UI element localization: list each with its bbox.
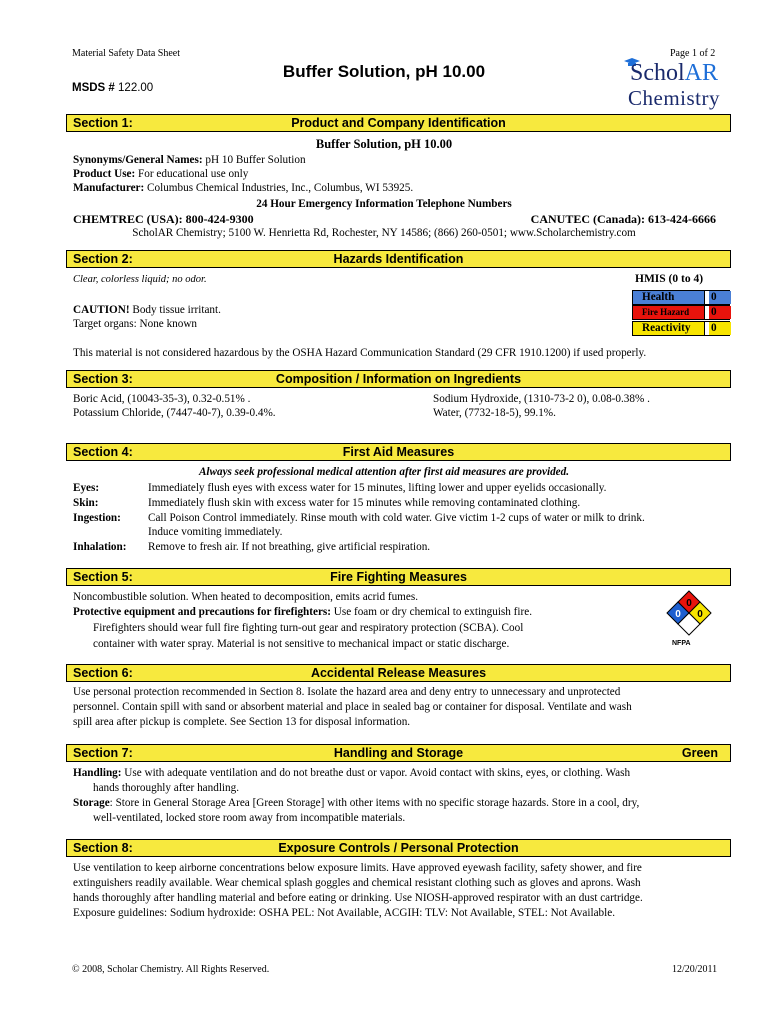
- page-number: Page 1 of 2: [670, 48, 716, 59]
- osha-statement: This material is not considered hazardous by the OSHA Hazard Communication Standard (29 CFR 1910.1200) if used properly.: [73, 347, 647, 359]
- eyes-text: Immediately flush eyes with excess water for 15 minutes, lifting lower and upper eyelids occasionally.: [148, 482, 607, 494]
- section-title: Fire Fighting Measures: [330, 570, 467, 584]
- first-aid-note: Always seek professional medical attention after first aid measures are provided.: [198, 466, 570, 478]
- section-number: Section 1:: [73, 116, 133, 130]
- section-number: Section 7:: [73, 746, 133, 760]
- msds-value: 122.00: [114, 82, 154, 94]
- ingredient-sodium-hydroxide: Sodium Hydroxide, (1310-73-2 0), 0.08-0.38% .: [433, 393, 650, 405]
- section-7-header: [66, 744, 731, 762]
- section-3-header: [66, 370, 731, 388]
- logo-schol: Schol: [630, 60, 685, 86]
- logo-chemistry: Chemistry: [628, 86, 720, 110]
- product-use-line: Product Use: For educational use only: [73, 168, 249, 180]
- section-4-header: [66, 443, 731, 461]
- hmis-value: 0: [709, 322, 731, 335]
- appearance-text: Clear, colorless liquid; no odor.: [73, 274, 207, 285]
- inhalation-label: Inhalation:: [73, 541, 127, 553]
- section-number: Section 8:: [73, 841, 133, 855]
- hmis-value: 0: [709, 291, 731, 304]
- nfpa-health-value: 0: [675, 609, 681, 620]
- exposure-line-1: Use ventilation to keep airborne concentrations below exposure limits. Have approved eyewash facility, safety shower, and fire: [73, 862, 642, 874]
- section-title: Accidental Release Measures: [310, 666, 487, 680]
- section-2-header: [66, 250, 731, 268]
- section-title: Handling and Storage: [333, 746, 464, 760]
- nfpa-diamond-icon: [660, 589, 718, 653]
- skin-text: Immediately flush skin with excess water for 15 minutes while removing contaminated clothing.: [148, 497, 581, 509]
- logo-ar: AR: [684, 60, 719, 86]
- document-title: Buffer Solution, pH 10.00: [282, 62, 486, 81]
- handling-line: Handling: Use with adequate ventilation and do not breathe dust or vapor. Avoid contact with skins, eyes, or clothing. Wash: [73, 767, 631, 779]
- nfpa-fire-value: 0: [686, 598, 692, 609]
- product-name: Buffer Solution, pH 10.00: [315, 137, 453, 151]
- hmis-value: 0: [709, 306, 731, 319]
- hmis-row: [632, 321, 730, 336]
- section-number: Section 6:: [73, 666, 133, 680]
- hmis-row: [632, 290, 730, 305]
- fire-protective-line: Protective equipment and precautions for firefighters: Use foam or dry chemical to extinguish fire.: [73, 606, 533, 618]
- exposure-line-3: hands thoroughly after handling material and before eating or drinking. Use NIOSH-approved respirator with an dust cartridge.: [73, 892, 643, 904]
- manufacturer-line: Manufacturer: Columbus Chemical Industries, Inc., Columbus, WI 53925.: [73, 182, 414, 194]
- caution-line: CAUTION! Body tissue irritant.: [73, 304, 221, 316]
- handling-line-2: hands thoroughly after handling.: [93, 782, 240, 794]
- section-number: Section 2:: [73, 252, 133, 266]
- section-title: Composition / Information on Ingredients: [275, 372, 522, 386]
- emergency-heading: 24 Hour Emergency Information Telephone Numbers: [256, 198, 512, 210]
- doc-type-label: Material Safety Data Sheet: [72, 48, 181, 59]
- release-line-2: personnel. Contain spill with sand or absorbent material and place in sealed bag or container for disposal. Ventilate and wash: [73, 701, 632, 713]
- canutec-number: CANUTEC (Canada): 613-424-6666: [530, 212, 716, 226]
- msds-label: MSDS #: [72, 82, 115, 94]
- section-6-header: [66, 664, 731, 682]
- exposure-line-2: extinguishers readily available. Wear chemical splash goggles and chemical resistant clothing such as gloves and aprons. Wash: [73, 877, 641, 889]
- footer-date: 12/20/2011: [672, 964, 718, 975]
- fire-line-3: Firefighters should wear full fire fighting turn-out gear and respiratory protection (SCBA). Cool: [93, 622, 524, 634]
- ingestion-label: Ingestion:: [73, 512, 121, 524]
- hmis-label: Reactivity: [633, 322, 705, 335]
- target-organs: Target organs: None known: [73, 318, 198, 330]
- hmis-label: Fire Hazard: [633, 306, 705, 319]
- ingestion-text-2: Induce vomiting immediately.: [148, 526, 283, 538]
- synonyms-line: Synonyms/General Names: pH 10 Buffer Solution: [73, 154, 306, 166]
- ingredient-potassium-chloride: Potassium Chloride, (7447-40-7), 0.39-0.4%.: [73, 407, 276, 419]
- section-title: Product and Company Identification: [291, 116, 506, 130]
- hmis-row: [632, 305, 730, 320]
- footer-copyright: © 2008, Scholar Chemistry. All Rights Reserved.: [72, 964, 270, 975]
- eyes-label: Eyes:: [73, 482, 100, 494]
- storage-line: Storage: Store in General Storage Area [Green Storage] with other items with no specific storage hazards. Store in a cool, dry,: [73, 797, 640, 809]
- nfpa-label: NFPA: [672, 640, 691, 647]
- section-8-header: [66, 839, 731, 857]
- msds-number: [72, 82, 153, 94]
- hmis-title: HMIS (0 to 4): [635, 273, 704, 285]
- section-number: Section 4:: [73, 445, 133, 459]
- section-5-header: [66, 568, 731, 586]
- chemtrec-number: CHEMTREC (USA): 800-424-9300: [73, 212, 254, 226]
- nfpa-reactivity-value: 0: [697, 609, 703, 620]
- company-address: ScholAR Chemistry; 5100 W. Henrietta Rd, Rochester, NY 14586; (866) 260-0501; www.Scholarchemistry.com: [132, 227, 636, 239]
- ingestion-text: Call Poison Control immediately. Rinse mouth with cold water. Give victim 1-2 cups of water or milk to drink.: [148, 512, 645, 524]
- release-line-3: spill area after pickup is complete. See Section 13 for disposal information.: [73, 716, 411, 728]
- inhalation-text: Remove to fresh air. If not breathing, give artificial respiration.: [148, 541, 431, 553]
- section-number: Section 3:: [73, 372, 133, 386]
- storage-color-code: Green: [681, 746, 718, 760]
- ingredient-boric-acid: Boric Acid, (10043-35-3), 0.32-0.51% .: [73, 393, 251, 405]
- exposure-line-4: Exposure guidelines: Sodium hydroxide: OSHA PEL: Not Available, ACGIH: TLV: Not Available, STEL: Not Available.: [73, 907, 616, 919]
- section-1-header: [66, 114, 731, 132]
- fire-line-4: container with water spray. Material is not sensitive to mechanical impact or static discharge.: [93, 638, 510, 650]
- skin-label: Skin:: [73, 497, 99, 509]
- scholar-chemistry-logo: [622, 56, 738, 110]
- section-title: Exposure Controls / Personal Protection: [278, 841, 519, 855]
- hmis-label: Health: [633, 291, 705, 304]
- section-title: Hazards Identification: [333, 252, 464, 266]
- section-number: Section 5:: [73, 570, 133, 584]
- ingredient-water: Water, (7732-18-5), 99.1%.: [433, 407, 556, 419]
- release-line-1: Use personal protection recommended in Section 8. Isolate the hazard area and deny entry to unnecessary and unprotected: [73, 686, 621, 698]
- fire-line-1: Noncombustible solution. When heated to decomposition, emits acrid fumes.: [73, 591, 418, 603]
- section-title: First Aid Measures: [342, 445, 455, 459]
- storage-line-2: well-ventilated, locked store room away from incompatible materials.: [93, 812, 406, 824]
